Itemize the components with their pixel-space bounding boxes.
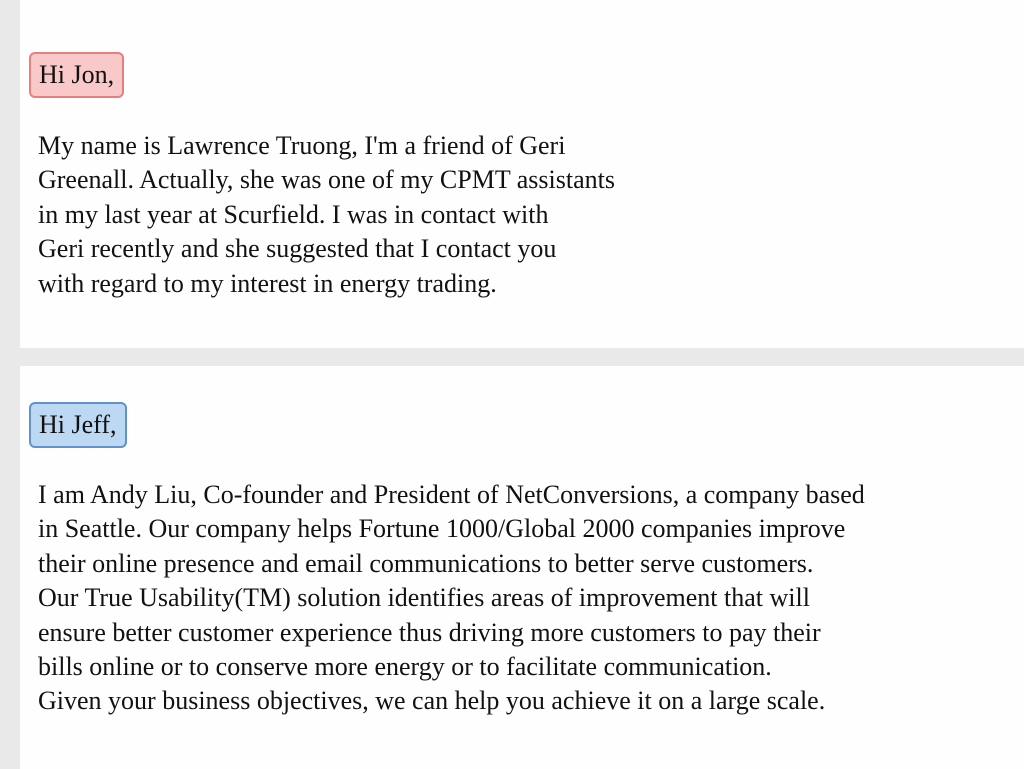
greeting-highlight: Hi Jeff, xyxy=(29,402,127,448)
email-body xyxy=(38,129,615,301)
body-line: Greenall. Actually, she was one of my CPMT assistants xyxy=(38,165,615,195)
body-line: bills online or to conserve more energy or to facilitate communication. xyxy=(38,652,772,682)
body-line: in my last year at Scurfield. I was in contact with xyxy=(38,199,549,229)
body-line: in Seattle. Our company helps Fortune 1000/Global 2000 companies improve xyxy=(38,514,846,544)
body-line: ensure better customer experience thus driving more customers to pay their xyxy=(38,617,821,647)
email-card-2 xyxy=(20,366,1024,769)
body-line: with regard to my interest in energy trading. xyxy=(38,268,497,298)
body-line: Geri recently and she suggested that I contact you xyxy=(38,234,557,264)
body-line: Given your business objectives, we can help you achieve it on a large scale. xyxy=(38,686,826,716)
greeting-highlight: Hi Jon, xyxy=(29,52,124,98)
body-line: My name is Lawrence Truong, I'm a friend of Geri xyxy=(38,131,566,160)
body-line: I am Andy Liu, Co-founder and President of NetConversions, a company based xyxy=(38,480,865,509)
email-body xyxy=(38,478,865,719)
email-card-1 xyxy=(20,0,1024,348)
body-line: their online presence and email communications to better serve customers. xyxy=(38,548,814,578)
body-line: Our True Usability(TM) solution identifies areas of improvement that will xyxy=(38,583,810,613)
